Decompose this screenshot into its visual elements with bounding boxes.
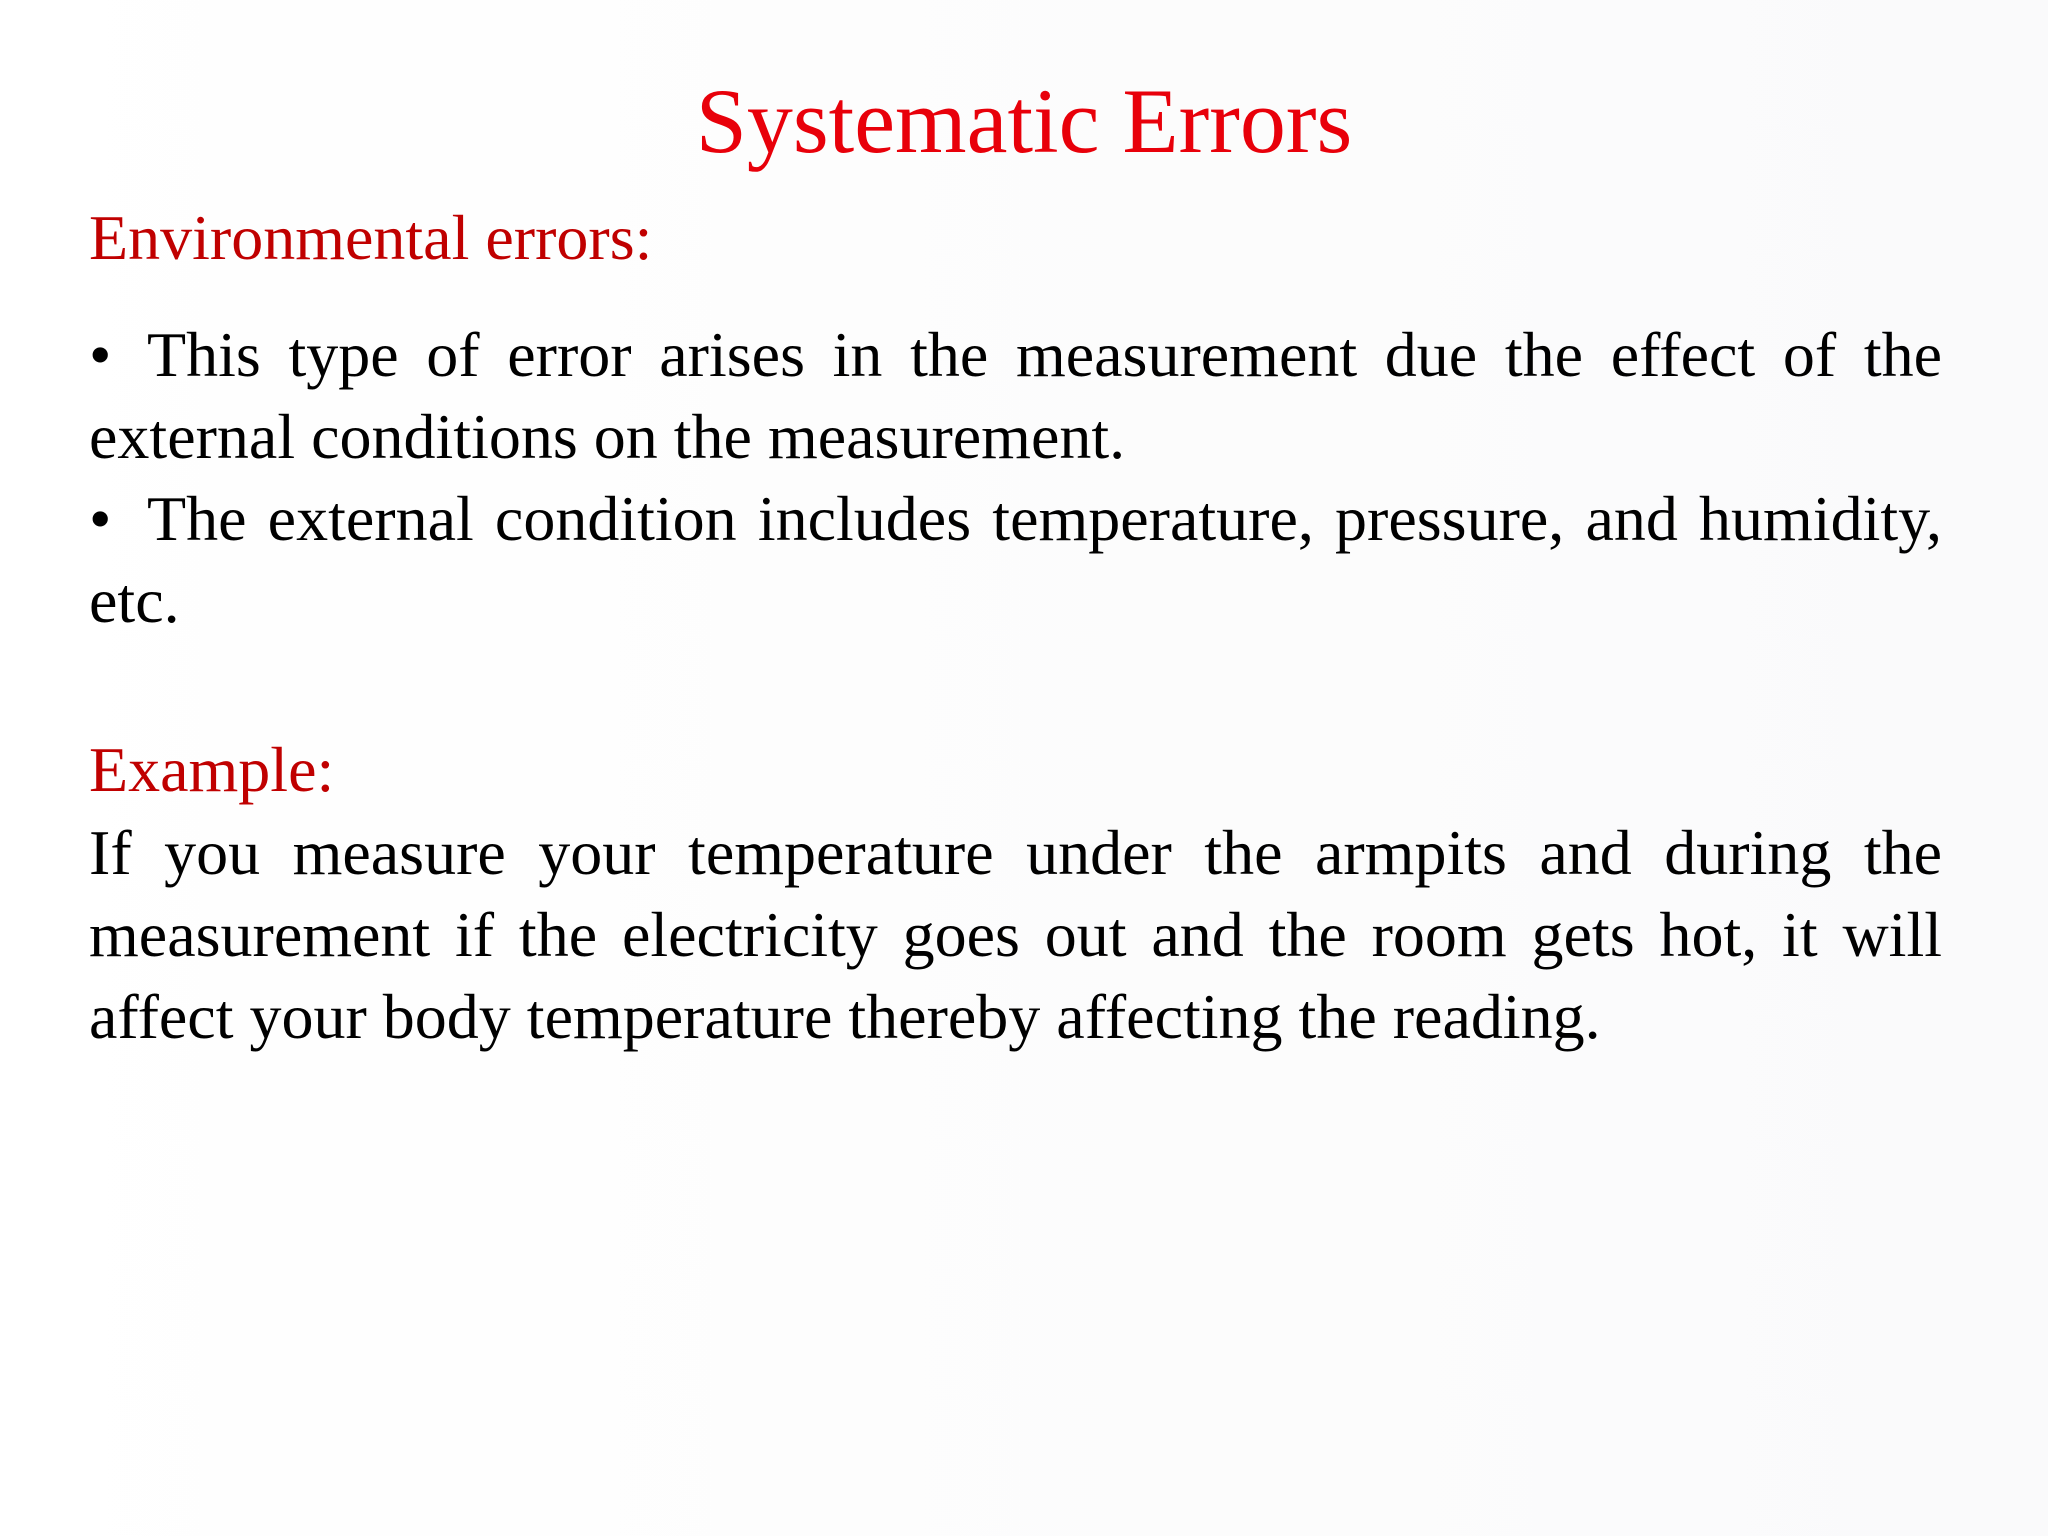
bullet-item [89, 478, 1942, 642]
slide-title: Systematic Errors [695, 70, 1353, 172]
example-text: If you measure your temperature under the armpits and during the measurement if the electricity goes out and the room gets hot, it will affect your body temperature thereby affecting the reading. [89, 817, 1942, 1052]
section-heading: Environmental errors: [89, 202, 653, 273]
bullet-text: The external condition includes temperature, pressure, and humidity, etc. [89, 483, 1942, 636]
bullet-text: This type of error arises in the measurement due the effect of the external conditions on the measurement. [89, 319, 1942, 472]
bullet-marker: • [89, 483, 112, 554]
example-heading: Example: [89, 734, 335, 805]
slide-content [89, 196, 1942, 1058]
bullet-marker: • [89, 319, 112, 390]
bullet-list [89, 314, 1942, 642]
bullet-item [89, 314, 1942, 478]
